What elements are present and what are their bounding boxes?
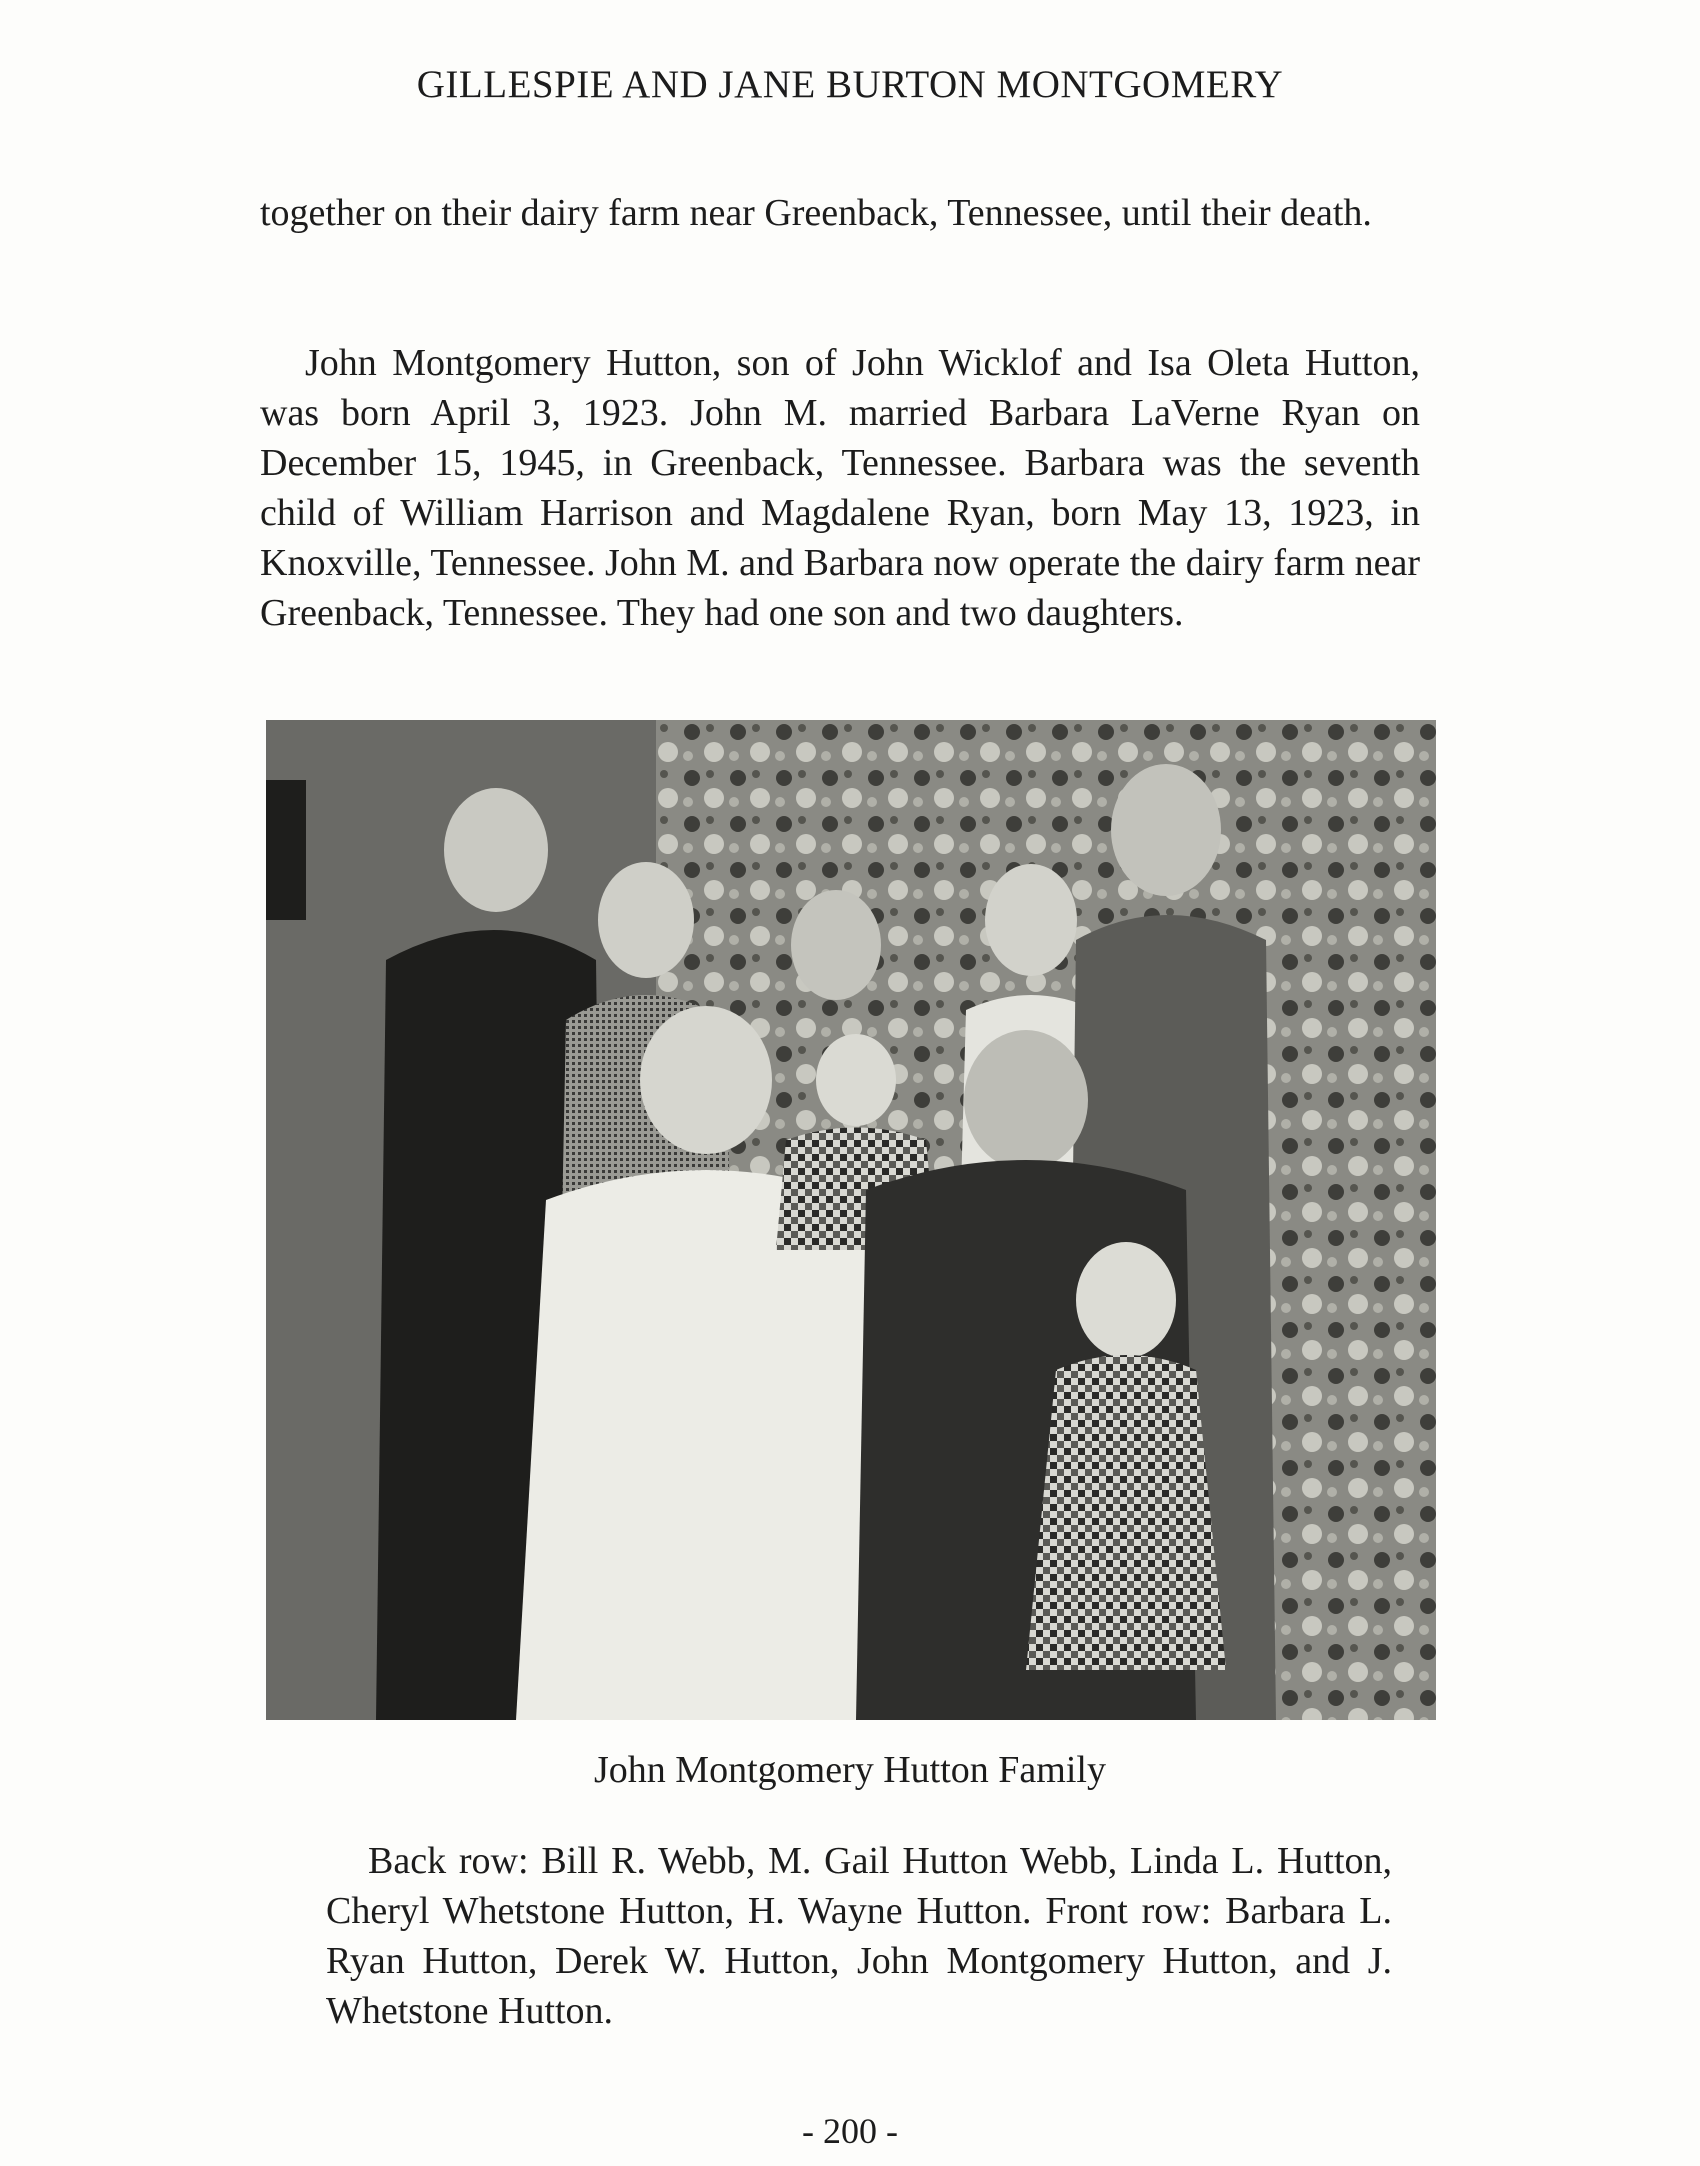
wall-picture-frame xyxy=(266,780,306,920)
family-photograph xyxy=(266,720,1436,1720)
photo-caption-title: John Montgomery Hutton Family xyxy=(594,1749,1106,1791)
paragraph-continuation: together on their dairy farm near Greenback, Tennessee, until their death. xyxy=(260,192,1372,234)
photo-caption-body: Back row: Bill R. Webb, M. Gail Hutton Webb, Linda L. Hutton, Cheryl Whetstone Hutton, H. Wayne Hutton. Front row: Barbara L. Ryan Hutton, Derek W. Hutton, John Montgomery Hutton, and J. Whetstone Hutton. xyxy=(326,1840,1392,2032)
page-header: GILLESPIE AND JANE BURTON MONTGOMERY xyxy=(416,63,1284,106)
paragraph-john-hutton: John Montgomery Hutton, son of John Wicklof and Isa Oleta Hutton, was born April 3, 1923. John M. married Barbara LaVerne Ryan on December 15, 1945, in Greenback, Tennessee. Barbara was the seventh child of William Harrison and Magdalene Ryan, born May 13, 1923, in Knoxville, Tennessee. John M. and Barbara now operate the dairy farm near Greenback, Tennessee. They had one son and two daughters. xyxy=(260,342,1420,634)
page-number: - 200 - xyxy=(802,2111,898,2151)
